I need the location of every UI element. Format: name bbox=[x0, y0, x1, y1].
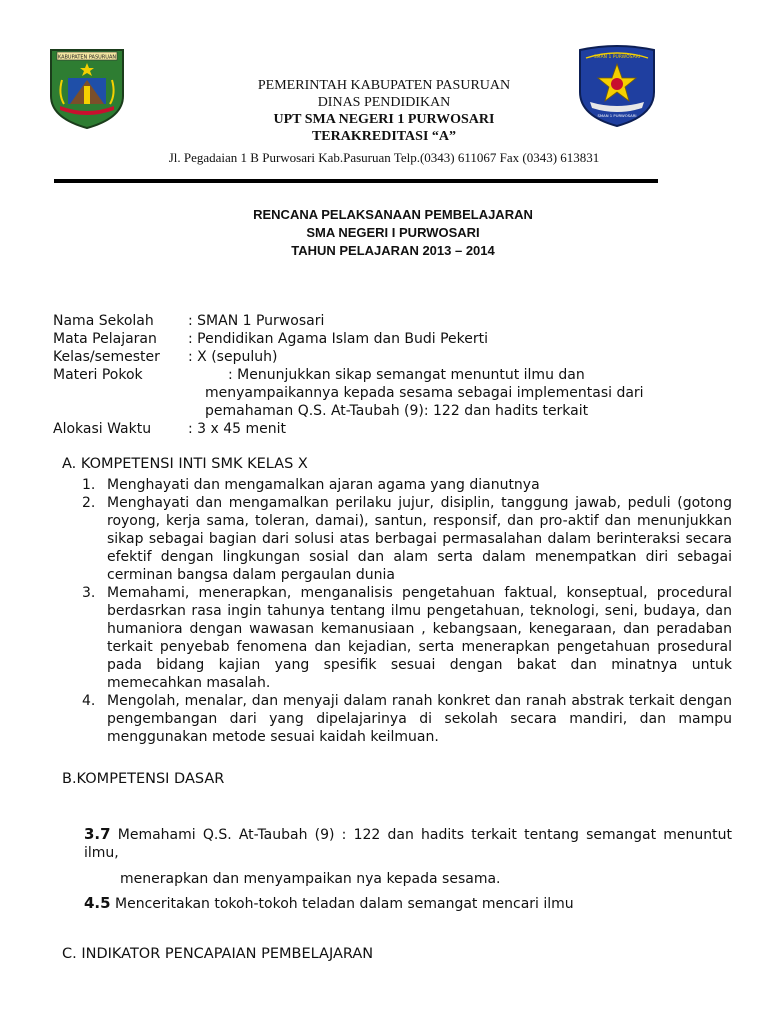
title-line-1: RENCANA PELAKSANAAN PEMBELAJARAN bbox=[253, 207, 533, 222]
topic-value-line-2: menyampaikannya kepada sesama sebagai implementasi dari bbox=[205, 385, 644, 401]
kd-number: 3.7 bbox=[84, 825, 111, 843]
basic-competency-continuation: menerapkan dan menyampaikan nya kepada sesama. bbox=[120, 871, 501, 887]
school-address: Jl. Pegadaian 1 B Purwosari Kab.Pasuruan Telp.(0343) 611067 Fax (0343) 613831 bbox=[168, 150, 600, 165]
subject-label: Mata Pelajaran bbox=[53, 331, 157, 347]
item-number: 2. bbox=[82, 495, 96, 511]
school-label: Nama Sekolah bbox=[53, 313, 154, 329]
title-line-3: TAHUN PELAJARAN 2013 – 2014 bbox=[291, 243, 495, 258]
kd-number: 4.5 bbox=[84, 894, 111, 912]
item-number: 3. bbox=[82, 585, 96, 601]
section-b-heading: B.KOMPETENSI DASAR bbox=[62, 771, 225, 787]
section-c-heading: C. INDIKATOR PENCAPAIAN PEMBELAJARAN bbox=[62, 946, 374, 962]
item-text: Menghayati dan mengamalkan ajaran agama yang dianutnya bbox=[107, 477, 540, 493]
list-item bbox=[82, 494, 732, 584]
left-logo-caption: KABUPATEN PASURUAN bbox=[57, 54, 117, 61]
list-item bbox=[82, 584, 732, 692]
topic-value-line-3: pemahaman Q.S. At-Taubah (9): 122 dan hadits terkait bbox=[205, 403, 589, 419]
subject-value: : Pendidikan Agama Islam dan Budi Pekerti bbox=[188, 331, 489, 347]
item-number: 4. bbox=[82, 693, 96, 709]
school-value: : SMAN 1 Purwosari bbox=[188, 313, 325, 329]
right-logo-caption-top: SMAN 1 PURWOSARI bbox=[593, 55, 641, 60]
item-number: 1. bbox=[82, 477, 96, 493]
class-value: : X (sepuluh) bbox=[188, 349, 278, 365]
topic-label: Materi Pokok bbox=[53, 367, 143, 383]
school-name: UPT SMA NEGERI 1 PURWOSARI bbox=[273, 112, 495, 127]
item-text: Mengolah, menalar, dan menyaji dalam ranah konkret dan ranah abstrak terkait dengan pengembangan dari yang dipelajarinya di sekolah secara mandiri, dan mampu menggunakan metode sesuai kaidah keilmuan. bbox=[107, 693, 732, 745]
agency-name: DINAS PENDIDIKAN bbox=[317, 95, 451, 110]
accreditation: TERAKREDITASI “A” bbox=[311, 129, 457, 144]
class-label: Kelas/semester bbox=[53, 349, 160, 365]
list-item bbox=[82, 692, 732, 746]
list-item bbox=[82, 476, 732, 494]
title-line-2: SMA NEGERI I PURWOSARI bbox=[306, 225, 480, 240]
item-text: Menghayati dan mengamalkan perilaku jujur, disiplin, tanggung jawab, peduli (gotong royong, kerja sama, toleran, damai), santun, responsif, dan pro-aktif dan menunjukkan sikap sebagai bagian dari solusi atas berbagai permasalahan dalam berinteraksi secara efektif dengan lingkungan sosial dan alam serta dalam menempatkan diri sebagai cerminan bangsa dalam pergaulan dunia bbox=[107, 495, 732, 583]
government-name: PEMERINTAH KABUPATEN PASURUAN bbox=[257, 78, 511, 93]
basic-competency-4-5 bbox=[84, 894, 574, 913]
right-logo-caption-bottom: SMAN 1 PURWOSARI bbox=[597, 113, 637, 118]
basic-competency-3-7 bbox=[84, 825, 732, 862]
kd-text: Memahami Q.S. At-Taubah (9) : 122 dan hadits terkait tentang semangat menuntut ilmu, bbox=[84, 827, 732, 861]
section-a-heading: A. KOMPETENSI INTI SMK KELAS X bbox=[62, 456, 308, 472]
kd-text: Menceritakan tokoh-tokoh teladan dalam semangat mencari ilmu bbox=[110, 896, 574, 912]
core-competency-list bbox=[82, 476, 732, 746]
topic-value-line-1: : Menunjukkan sikap semangat menuntut ilmu dan bbox=[228, 367, 585, 383]
time-label: Alokasi Waktu bbox=[53, 421, 152, 437]
letterhead-divider bbox=[54, 179, 658, 183]
time-value: : 3 x 45 menit bbox=[188, 421, 287, 437]
item-text: Memahami, menerapkan, menganalisis pengetahuan faktual, konseptual, procedural berdasrkan rasa ingin tahunya tentang ilmu pengetahuan, teknologi, seni, budaya, dan humaniora dengan wawasan kemanusiaan , kebangsaan, kenegaraan, dan peradaban terkait penyebab fenomena dan kejadian, serta menerapkan pengetahuan prosedural pada bidang kajian yang spesifik sesuai dengan bakat dan minatnya untuk memecahkan masalah. bbox=[107, 585, 732, 691]
